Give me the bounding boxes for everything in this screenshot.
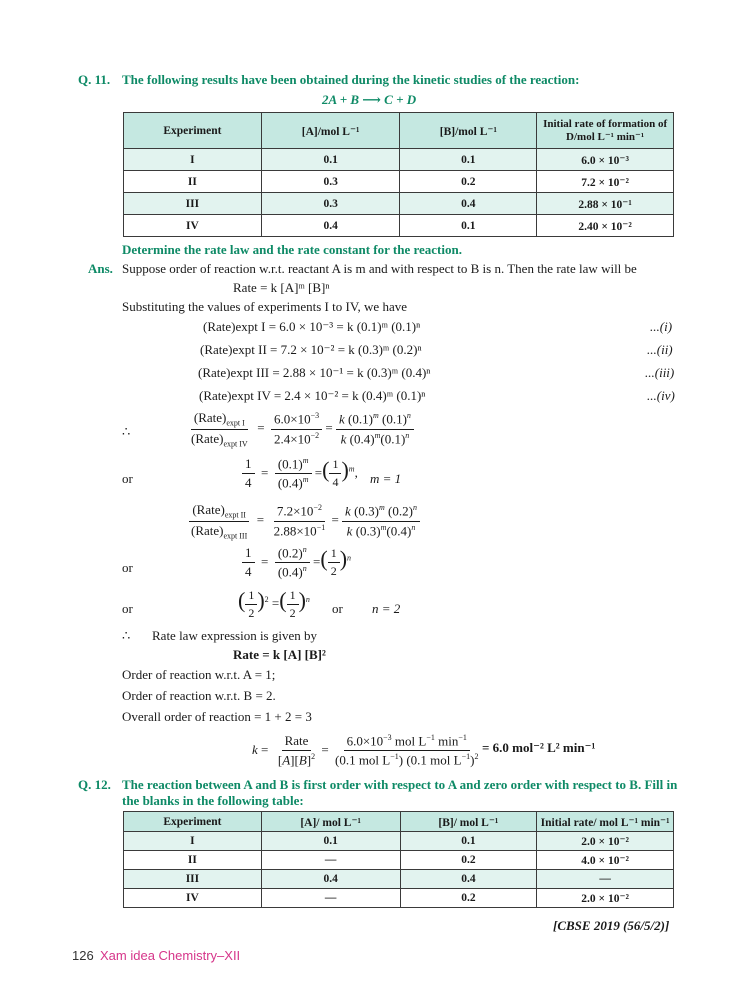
- order-a: Order of reaction w.r.t. A = 1;: [122, 667, 276, 682]
- table-row: [124, 832, 674, 851]
- equation-4-tag: ...(iv): [647, 388, 675, 403]
- table-row: [124, 870, 674, 889]
- table-cell: 2.88 × 10⁻¹: [537, 193, 674, 215]
- equation-1: (Rate)expt I = 6.0 × 10⁻³ = k (0.1)ᵐ (0.1)ⁿ: [203, 319, 421, 334]
- table-header: Experiment: [124, 113, 262, 149]
- overall-order: Overall order of reaction = 1 + 2 = 3: [122, 709, 312, 724]
- q12-question-line1: The reaction between A and B is first order with respect to A and zero order with respect to B. Fill in: [122, 777, 678, 792]
- table-cell: 0.4: [400, 870, 537, 889]
- equation-3: (Rate)expt III = 2.88 × 10⁻¹ = k (0.3)ᵐ (0.4)ⁿ: [198, 365, 431, 380]
- table-row: [124, 171, 674, 193]
- n-result: n = 2: [372, 601, 401, 616]
- rate-law-final: Rate = k [A] [B]²: [233, 647, 326, 662]
- equation-3-tag: ...(iii): [645, 365, 675, 380]
- substituting-text: Substituting the values of experiments I to IV, we have: [122, 299, 407, 314]
- answer-intro: Suppose order of reaction w.r.t. reactant A is m and with respect to B is n. Then the rate law will be: [122, 261, 637, 276]
- page-number: 126: [72, 948, 94, 963]
- table-cell: 0.4: [400, 193, 537, 215]
- q12-table: [123, 811, 674, 908]
- table-cell: 0.4: [261, 870, 400, 889]
- table-cell: 2.0 × 10⁻²: [537, 832, 674, 851]
- table-header: [A]/ mol L⁻¹: [261, 812, 400, 832]
- table-cell: 0.4: [261, 215, 400, 237]
- q11-task: Determine the rate law and the rate constant for the reaction.: [122, 242, 462, 257]
- table-cell: 0.1: [400, 149, 537, 171]
- table-cell: I: [124, 149, 262, 171]
- table-cell: 2.0 × 10⁻²: [537, 889, 674, 908]
- equation-1-tag: ...(i): [650, 319, 673, 334]
- book-title: Xam idea Chemistry–XII: [100, 948, 241, 963]
- table-cell: I: [124, 832, 262, 851]
- ratio-1-4: $\frac{(Rate)_{expt I}}{(Rate)_{expt IV}}$ = $\frac{6.0\times 10^{-3}}{2.4\times 10^{-2}}$ = $\frac{k (0.1)^m (0.1)^n}{k (0.4)^m(0.1)^n}$: [188, 410, 414, 448]
- table-header: [A]/mol L⁻¹: [261, 113, 400, 149]
- table-cell: IV: [124, 889, 262, 908]
- therefore-symbol: ∴: [122, 628, 131, 643]
- or-label: or: [332, 601, 343, 616]
- q11-question: The following results have been obtained during the kinetic studies of the reaction:: [122, 72, 580, 87]
- q12-number: Q. 12.: [78, 777, 111, 792]
- or-label: or: [122, 601, 133, 616]
- q12-question-line2: the blanks in the following table:: [122, 793, 304, 808]
- answer-label: Ans.: [88, 261, 113, 276]
- table-row: [124, 851, 674, 870]
- q11-reaction: 2A + B ⟶ C + D: [322, 92, 417, 107]
- table-cell: 7.2 × 10⁻²: [537, 171, 674, 193]
- table-cell: 2.40 × 10⁻²: [537, 215, 674, 237]
- table-cell: II: [124, 171, 262, 193]
- half-powers: ( $\frac{1}{2}$ )$^2$ =( $\frac{1}{2}$ )$^n$: [238, 587, 310, 620]
- q11-number: Q. 11.: [78, 72, 111, 87]
- table-cell: 4.0 × 10⁻²: [537, 851, 674, 870]
- equation-4: (Rate)expt IV = 2.4 × 10⁻² = k (0.4)ᵐ (0.1)ⁿ: [199, 388, 426, 403]
- q11-table: [123, 112, 674, 237]
- table-header: Initial rate/ mol L⁻¹ min⁻¹: [537, 812, 674, 832]
- table-cell: 0.2: [400, 171, 537, 193]
- table-cell: IV: [124, 215, 262, 237]
- table-cell: 0.1: [400, 215, 537, 237]
- table-cell: III: [124, 193, 262, 215]
- equation-2: (Rate)expt II = 7.2 × 10⁻² = k (0.3)ᵐ (0.2)ⁿ: [200, 342, 422, 357]
- solve-n: $\frac{1}{4}$ = $\frac{(0.2)^n}{(0.4)^n}$ =( $\frac{1}{2}$ )$^n$: [242, 545, 351, 581]
- or-label: or: [122, 471, 133, 486]
- table-header: [B]/ mol L⁻¹: [400, 812, 537, 832]
- rate-constant-equation: k = $\frac{\text{Rate}}{[A][B]^2}$ = $\frac{6.0\times 10^{-3} mol L^{-1} \min^{-1}}{(0.1 mol L^{-1}) (0.1 mol L^{-1})^2}$: [252, 733, 479, 768]
- table-header: Initial rate of formation of D/mol L⁻¹ min⁻¹: [537, 113, 674, 149]
- table-cell: —: [261, 889, 400, 908]
- table-header: Experiment: [124, 812, 262, 832]
- equation-2-tag: ...(ii): [647, 342, 673, 357]
- source-citation: [CBSE 2019 (56/5/2)]: [553, 918, 670, 933]
- table-row: [124, 215, 674, 237]
- table-cell: —: [261, 851, 400, 870]
- table-row: [124, 889, 674, 908]
- table-cell: 0.3: [261, 193, 400, 215]
- table-cell: 0.2: [400, 851, 537, 870]
- or-label: or: [122, 560, 133, 575]
- table-row: [124, 193, 674, 215]
- k-result: = 6.0 mol⁻² L² min⁻¹: [482, 740, 596, 755]
- table-cell: 0.1: [261, 149, 400, 171]
- table-cell: III: [124, 870, 262, 889]
- m-result: m = 1: [370, 471, 402, 486]
- table-cell: 0.2: [400, 889, 537, 908]
- table-row: [124, 149, 674, 171]
- solve-m: $\frac{1}{4}$ = $\frac{(0.1)^m}{(0.4)^m}$ =( $\frac{1}{4}$ )$^m$,: [242, 456, 358, 492]
- table-cell: II: [124, 851, 262, 870]
- order-b: Order of reaction w.r.t. B = 2.: [122, 688, 276, 703]
- table-cell: —: [537, 870, 674, 889]
- ratio-2-3: $\frac{(Rate)_{expt II}}{(Rate)_{expt III}}$ = $\frac{7.2\times 10^{-2}}{2.88\times 10^{-1}}$ = $\frac{k (0.3)^m (0.2)^n}{k (0.3)^m(0.4)^n}$: [188, 502, 420, 540]
- therefore-symbol: ∴: [122, 424, 131, 439]
- table-cell: 0.3: [261, 171, 400, 193]
- table-cell: 0.1: [261, 832, 400, 851]
- table-cell: 6.0 × 10⁻³: [537, 149, 674, 171]
- table-header: [B]/mol L⁻¹: [400, 113, 537, 149]
- rate-law-text: Rate law expression is given by: [152, 628, 317, 643]
- rate-law: Rate = k [A]ᵐ [B]ⁿ: [233, 280, 330, 295]
- table-cell: 0.1: [400, 832, 537, 851]
